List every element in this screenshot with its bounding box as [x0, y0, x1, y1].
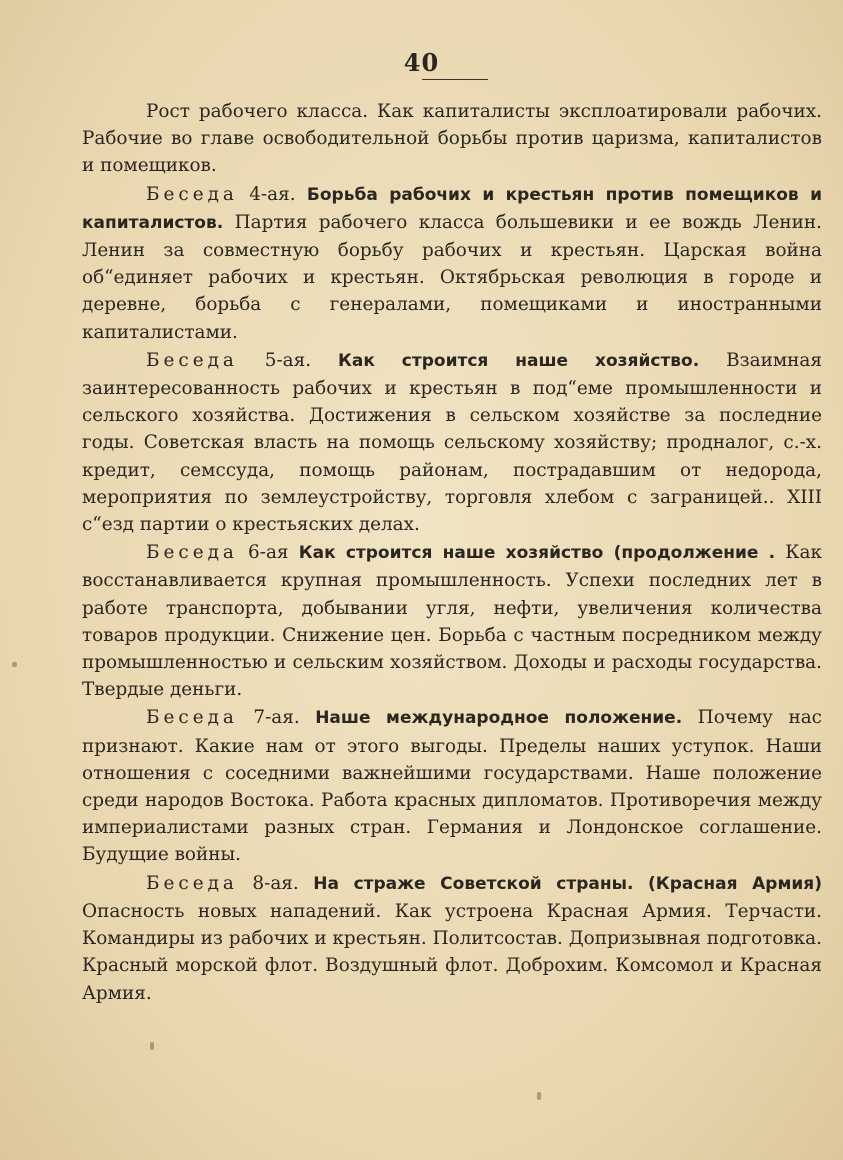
page-number: 40 — [403, 48, 440, 77]
paragraph-body: Почему нас признают. Какие нам от этого выгоды. Пределы наших уступок. Наши отношения с соседними важнейшими государствами. Наше положение среди народов Востока. Работа красных дипломатов. Противоречия между империалистами разных стран. Германия и Лондонское соглашение. Будущие войны. — [82, 707, 822, 866]
ink-speck — [537, 1092, 541, 1100]
paragraph-body: Рост рабочего класса. Как капиталисты эксплоатировали рабочих. Рабочие во главе освободительной борьбы против царизма, капиталистов и помещиков. — [82, 101, 822, 177]
paragraph-body: Партия рабочего класса большевики и ее вождь Ленин. Ленин за совместную борьбу рабочих и крестьян. Царская война об“единяет рабочих и крестьян. Октябрьская революция в городе и деревне, борьба с генералами, помещиками и иностранными капиталистами. — [82, 211, 822, 343]
paragraph-body: Как восстанавливается крупная промышленность. Успехи последних лет в работе транспорта, добывании угля, нефти, увеличения количества товаров продукции. Снижение цен. Борьба с частным посредником между промышленностью и сельским хозяйством. Доходы и расходы государства. Твердые деньги. — [82, 542, 822, 701]
page-text — [82, 98, 822, 1007]
lesson-title: Как строится наше хозяйство (продолжение . — [298, 543, 776, 564]
lesson-number: 6-ая — [248, 542, 289, 564]
lesson-title: Как строится наше хозяйство. — [337, 350, 700, 371]
ink-speck — [12, 662, 17, 667]
page-number-rule — [422, 79, 488, 80]
lesson-title: Борьба рабочих и крестьян против помещиков и капиталистов. — [82, 184, 822, 233]
paragraph-lesson-5 — [82, 347, 822, 538]
lesson-lead: Беседа — [146, 542, 238, 564]
paragraph-lesson-6 — [82, 539, 822, 703]
lesson-title: Наше международное положение. — [315, 708, 683, 729]
paragraph-lesson-7 — [82, 704, 822, 868]
paragraph-body: Опасность новых нападений. Как устроена Красная Армия. Терчасти. Командиры из рабочих и крестьян. Политсостав. Допризывная подготовка. Красный морской флот. Воздушный флот. Доброхим. Комсомол и Красная Армия. — [82, 900, 822, 1004]
lesson-lead: Беседа — [146, 707, 238, 729]
lesson-number: 5-ая. — [264, 349, 312, 371]
lesson-number: 8-ая. — [252, 872, 299, 894]
lesson-lead: Беседа — [146, 349, 238, 371]
lesson-lead: Беседа — [146, 183, 238, 205]
paragraph-lesson-4 — [82, 181, 822, 346]
paragraph-intro — [82, 98, 822, 180]
lesson-number: 4-ая. — [249, 183, 296, 205]
lesson-number: 7-ая. — [253, 707, 300, 729]
lesson-lead: Беседа — [146, 872, 238, 894]
ink-speck — [150, 1042, 154, 1050]
paragraph-lesson-8 — [82, 870, 822, 1007]
paragraph-body: Взаимная заинтересованность рабочих и крестьян в под“еме промышленности и сельского хозяйства. Достижения в сельском хозяйстве за последние годы. Советская власть на помощь сельскому хозяйству; продналог, с.-х. кредит, семссуда, помощь районам, пострадавшим от недорода, мероприятия по землеустройству, торговля хлебом с заграницей.. XIII с“езд партии о крестьяских делах. — [82, 349, 822, 536]
lesson-title: На страже Советской страны. (Красная Армия) — [313, 873, 822, 894]
